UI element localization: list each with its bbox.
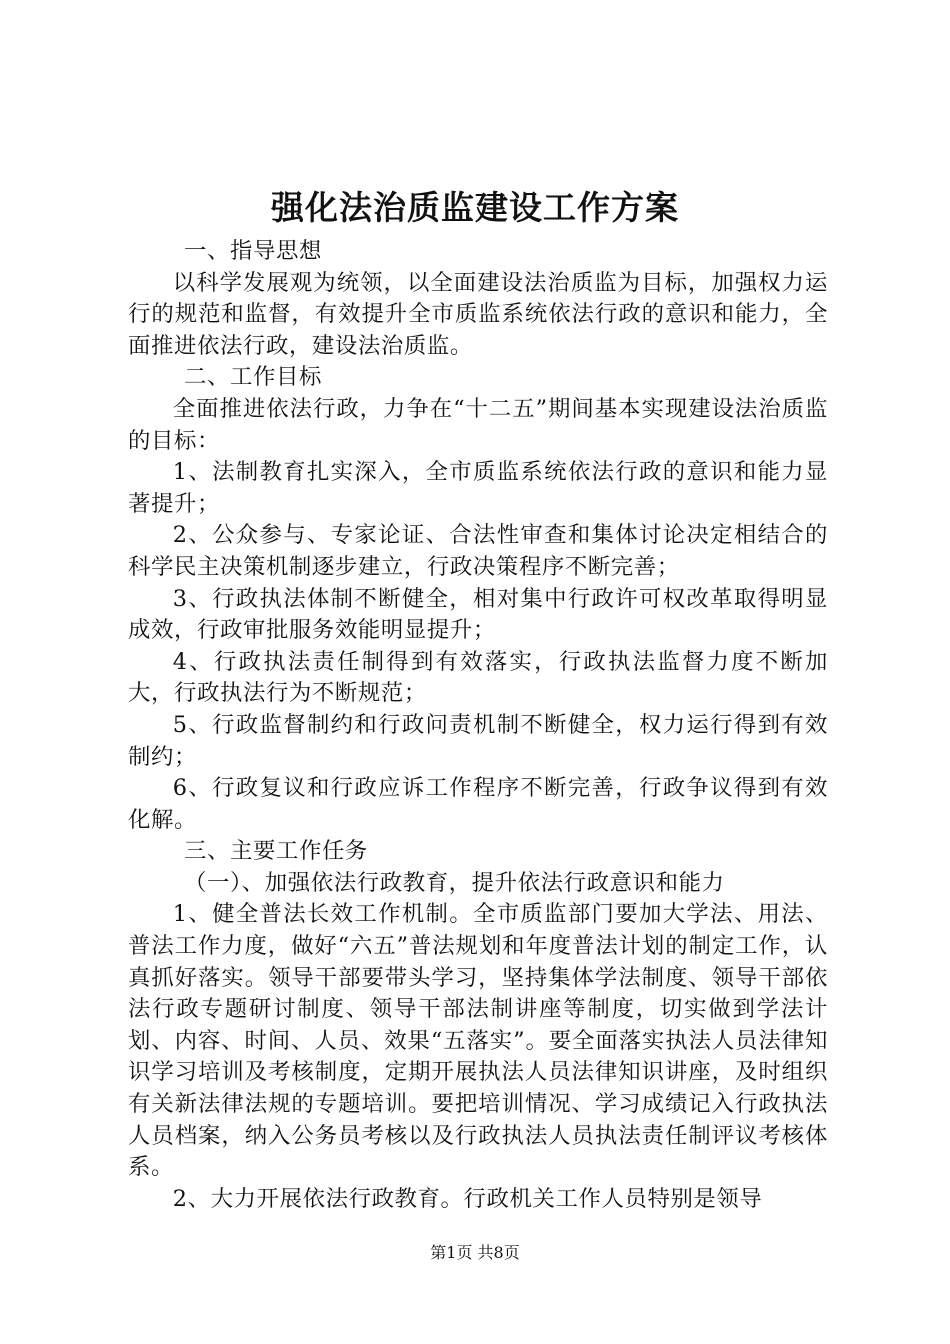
paragraph: （一）、加强依法行政教育，提升依法行政意识和能力 — [184, 869, 725, 896]
paragraph: 2、公众参与、专家论证、合法性审查和集体讨论决定相结合的科学民主决策机制逐步建立，行政决策程序不断完善； — [128, 522, 828, 580]
paragraph: 6、行政复议和行政应诉工作程序不断完善，行政争议得到有效化解。 — [128, 775, 828, 833]
paragraph: 3、行政执法体制不断健全，相对集中行政许可权改革取得明显成效，行政审批服务效能明显提升； — [128, 585, 828, 644]
paragraph: 二、工作目标 — [184, 364, 322, 391]
paragraph: 2、大力开展依法行政教育。行政机关工作人员特别是领导 — [172, 1185, 763, 1212]
document-title: 强化法治质监建设工作方案 — [271, 188, 679, 227]
paragraph: 1、法制教育扎实深入，全市质监系统依法行政的意识和能力显著提升； — [128, 459, 828, 517]
paragraph: 4、行政执法责任制得到有效落实，行政执法监督力度不断加大，行政执法行为不断规范； — [128, 648, 828, 707]
page-number: 第1页 共8页 — [430, 1243, 520, 1262]
paragraph: 1、健全普法长效工作机制。全市质监部门要加大学法、用法、普法工作力度，做好“六五”普法规划和年度普法计划的制定工作，认真抓好落实。领导干部要带头学习，坚持集体学法制度、领导干部依法行政专题研讨制度、领导干部法制讲座等制度，切实做到学法计划、内容、时间、人员、效果“五落实”。要全面落实执法人员法律知识学习培训及考核制度，定期开展执法人员法律知识讲座，及时组织有关新法律法规的专题培训。要把培训情况、学习成绩记入行政执法人员档案，纳入公务员考核以及行政执法人员执法责任制评议考核体系。 — [128, 901, 828, 1181]
document-body — [128, 236, 828, 1215]
paragraph: 三、主要工作任务 — [184, 838, 368, 865]
paragraph: 全面推进依法行政，力争在“十二五”期间基本实现建设法治质监的目标： — [128, 395, 828, 454]
paragraph: 以科学发展观为统领，以全面建设法治质监为目标，加强权力运行的规范和监督，有效提升全市质监系统依法行政的意识和能力，全面推进依法行政，建设法治质监。 — [128, 269, 828, 359]
paragraph: 5、行政监督制约和行政问责机制不断健全，权力运行得到有效制约； — [128, 711, 828, 770]
paragraph: 一、指导思想 — [184, 238, 322, 264]
